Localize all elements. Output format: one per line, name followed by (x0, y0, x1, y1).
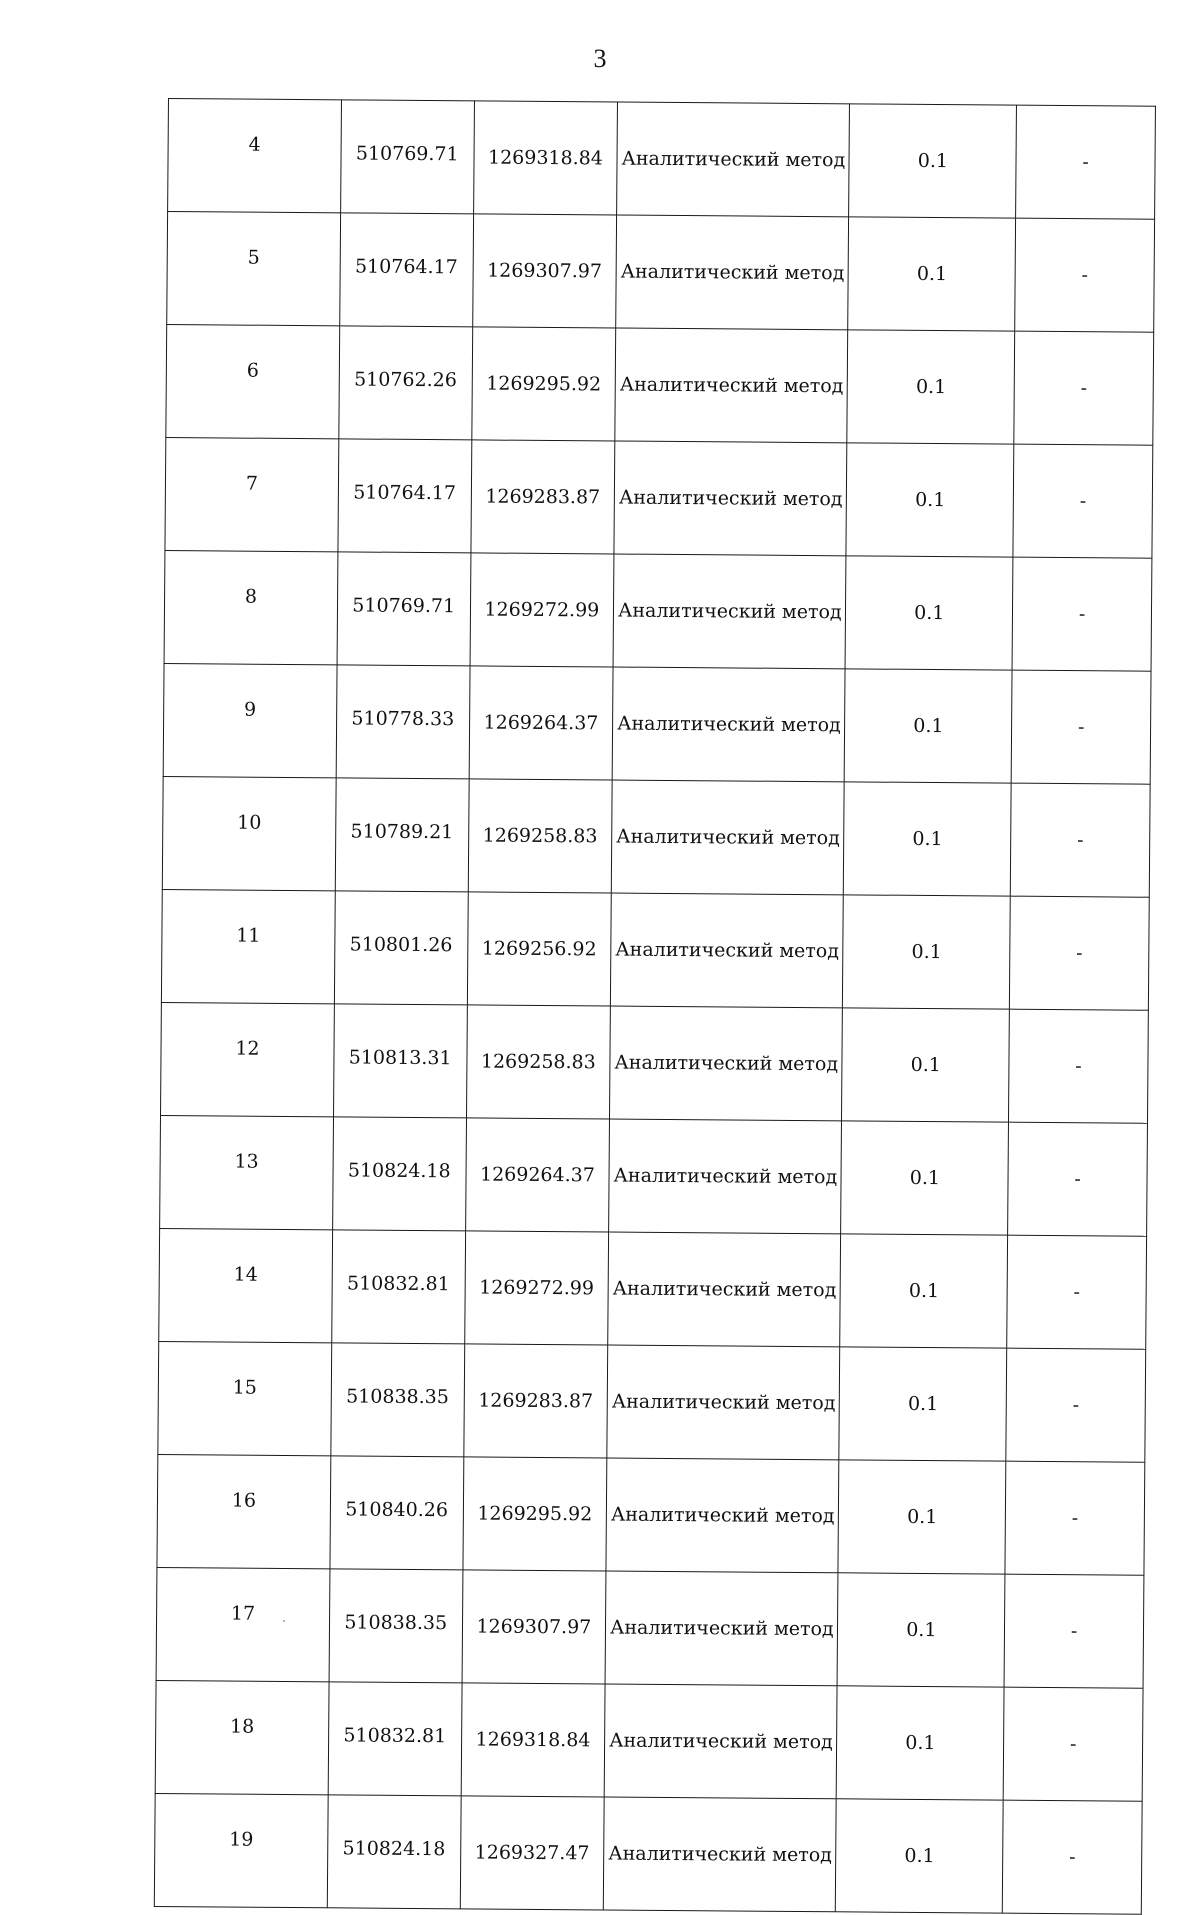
page-number: 3 (593, 44, 607, 73)
cell-method: Аналитический метод (614, 441, 847, 556)
cell-note: - (1010, 896, 1150, 1010)
cell-note: - (1011, 783, 1151, 897)
cell-point-number: 18 (155, 1680, 329, 1794)
cell-accuracy: 0.1 (846, 443, 1014, 557)
cell-method: Аналитический метод (616, 215, 849, 330)
cell-point-number: 8 (164, 550, 338, 664)
cell-x-coordinate: 510769.71 (340, 100, 474, 214)
cell-point-number: 9 (163, 663, 337, 777)
table-row (163, 663, 1151, 784)
cell-note: - (1007, 1235, 1147, 1349)
cell-y-coordinate: 1269318.84 (461, 1683, 606, 1797)
cell-accuracy: 0.1 (847, 330, 1015, 444)
table-row (161, 1002, 1149, 1123)
table-row (157, 1454, 1145, 1575)
cell-y-coordinate: 1269272.99 (470, 553, 615, 667)
cell-x-coordinate: 510838.35 (331, 1343, 465, 1457)
cell-x-coordinate: 510778.33 (336, 665, 470, 779)
cell-point-number: 11 (161, 889, 335, 1003)
cell-method: Аналитический метод (606, 1458, 839, 1573)
cell-x-coordinate: 510838.35 (329, 1569, 463, 1683)
cell-y-coordinate: 1269327.47 (460, 1796, 605, 1910)
cell-accuracy: 0.1 (836, 1799, 1004, 1913)
cell-y-coordinate: 1269307.97 (462, 1570, 607, 1684)
cell-note: - (1003, 1800, 1143, 1914)
cell-accuracy: 0.1 (849, 104, 1017, 218)
cell-note: - (1004, 1574, 1144, 1688)
cell-method: Аналитический метод (607, 1345, 840, 1460)
cell-accuracy: 0.1 (838, 1460, 1006, 1574)
table-row (167, 212, 1155, 333)
cell-x-coordinate: 510824.18 (327, 1795, 461, 1909)
cell-point-number: 17 (156, 1567, 330, 1681)
cell-note: - (1013, 444, 1153, 558)
cell-note: - (1015, 218, 1155, 332)
coordinates-table-body (154, 99, 1155, 1915)
cell-method: Аналитический метод (615, 328, 848, 443)
cell-method: Аналитический метод (604, 1797, 837, 1912)
cell-x-coordinate: 510764.17 (340, 213, 474, 327)
cell-point-number: 4 (168, 99, 342, 213)
cell-method: Аналитический метод (617, 102, 850, 217)
table-row (162, 776, 1150, 897)
cell-y-coordinate: 1269295.92 (471, 327, 616, 441)
table-row (155, 1680, 1143, 1801)
cell-accuracy: 0.1 (842, 1008, 1010, 1122)
cell-y-coordinate: 1269256.92 (467, 892, 612, 1006)
cell-point-number: 14 (159, 1228, 333, 1342)
cell-point-number: 10 (162, 776, 336, 890)
cell-accuracy: 0.1 (845, 669, 1013, 783)
cell-accuracy: 0.1 (840, 1234, 1008, 1348)
cell-method: Аналитический метод (605, 1571, 838, 1686)
table-row (164, 550, 1152, 671)
cell-note: - (1003, 1687, 1143, 1801)
cell-y-coordinate: 1269258.83 (466, 1005, 611, 1119)
cell-note: - (1012, 557, 1152, 671)
cell-x-coordinate: 510769.71 (337, 552, 471, 666)
cell-method: Аналитический метод (612, 667, 845, 782)
cell-y-coordinate: 1269272.99 (464, 1231, 609, 1345)
cell-method: Аналитический метод (604, 1684, 837, 1799)
cell-x-coordinate: 510762.26 (339, 326, 473, 440)
cell-accuracy: 0.1 (839, 1347, 1007, 1461)
table-row (166, 324, 1154, 445)
cell-method: Аналитический метод (611, 893, 844, 1008)
cell-method: Аналитический метод (609, 1119, 842, 1234)
cell-point-number: 12 (161, 1002, 335, 1116)
cell-accuracy: 0.1 (845, 556, 1013, 670)
cell-y-coordinate: 1269283.87 (463, 1344, 608, 1458)
cell-note: - (1009, 1009, 1149, 1123)
cell-y-coordinate: 1269264.37 (465, 1118, 610, 1232)
table-row (168, 99, 1156, 220)
cell-x-coordinate: 510832.81 (328, 1682, 462, 1796)
cell-method: Аналитический метод (612, 780, 845, 895)
coordinates-table (154, 98, 1156, 1915)
cell-y-coordinate: 1269283.87 (470, 440, 615, 554)
table-row (156, 1567, 1144, 1688)
cell-note: - (1006, 1348, 1146, 1462)
scan-speck (283, 1620, 285, 1622)
cell-x-coordinate: 510824.18 (332, 1117, 466, 1231)
table-row (165, 437, 1153, 558)
cell-point-number: 7 (165, 437, 339, 551)
cell-accuracy: 0.1 (848, 217, 1016, 331)
cell-note: - (1016, 105, 1156, 219)
cell-point-number: 15 (158, 1341, 332, 1455)
cell-point-number: 6 (166, 324, 340, 438)
table-row (159, 1228, 1147, 1349)
table-row (161, 889, 1149, 1010)
cell-y-coordinate: 1269264.37 (469, 666, 614, 780)
cell-note: - (1008, 1122, 1148, 1236)
cell-accuracy: 0.1 (844, 782, 1012, 896)
cell-note: - (1014, 331, 1154, 445)
table-row (158, 1341, 1146, 1462)
cell-note: - (1011, 670, 1151, 784)
cell-method: Аналитический метод (610, 1006, 843, 1121)
cell-y-coordinate: 1269307.97 (472, 214, 617, 328)
table-row (154, 1793, 1142, 1914)
cell-y-coordinate: 1269258.83 (468, 779, 613, 893)
cell-accuracy: 0.1 (843, 895, 1011, 1009)
cell-x-coordinate: 510764.17 (338, 439, 472, 553)
cell-y-coordinate: 1269318.84 (473, 101, 618, 215)
cell-point-number: 19 (154, 1793, 328, 1907)
table-row (160, 1115, 1148, 1236)
cell-x-coordinate: 510789.21 (335, 778, 469, 892)
cell-point-number: 13 (160, 1115, 334, 1229)
cell-method: Аналитический метод (613, 554, 846, 669)
cell-note: - (1005, 1461, 1145, 1575)
cell-accuracy: 0.1 (841, 1121, 1009, 1235)
cell-x-coordinate: 510832.81 (332, 1230, 466, 1344)
cell-x-coordinate: 510801.26 (334, 891, 468, 1005)
cell-method: Аналитический метод (608, 1232, 841, 1347)
cell-point-number: 16 (157, 1454, 331, 1568)
cell-point-number: 5 (167, 212, 341, 326)
cell-x-coordinate: 510813.31 (333, 1004, 467, 1118)
cell-x-coordinate: 510840.26 (330, 1456, 464, 1570)
cell-accuracy: 0.1 (837, 1573, 1005, 1687)
cell-accuracy: 0.1 (837, 1686, 1005, 1800)
cell-y-coordinate: 1269295.92 (462, 1457, 607, 1571)
